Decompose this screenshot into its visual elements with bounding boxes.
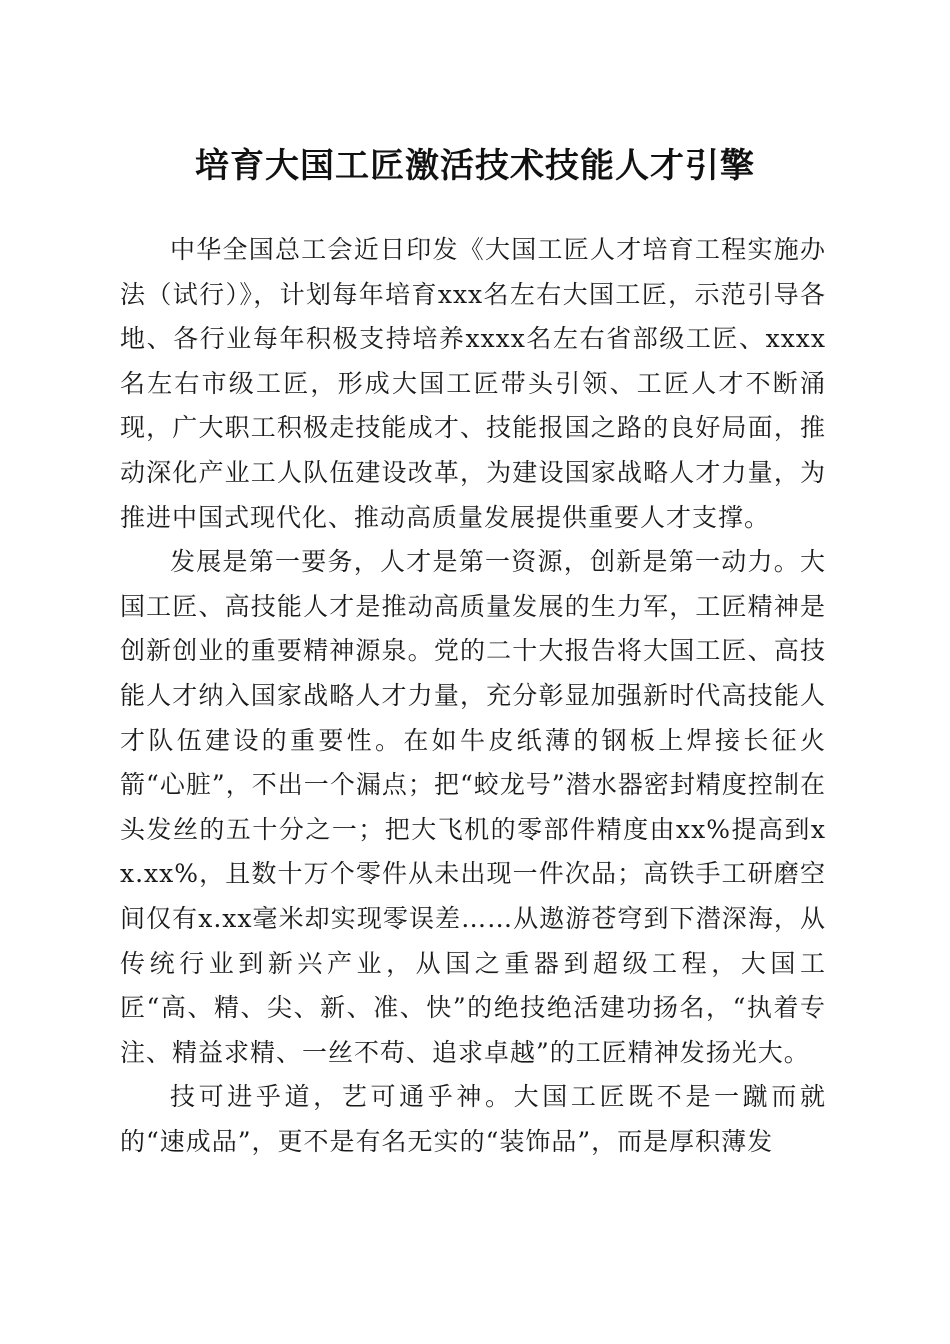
document-title: 培育大国工匠激活技术技能人才引擎: [195, 146, 755, 186]
paragraph-2: 发展是第一要务，人才是第一资源，创新是第一动力。大国工匠、高技能人才是推动高质量发展的生力军，工匠精神是创新创业的重要精神源泉。党的二十大报告将大国工匠、高技能人才纳入国家战略人才力量，充分彰显加强新时代高技能人才队伍建设的重要性。在如牛皮纸薄的钢板上焊接长征火箭“心脏”，不出一个漏点；把“蛟龙号”潜水器密封精度控制在头发丝的五十分之一；把大飞机的零部件精度由xx%提高到xx.xx%，且数十万个零件从未出现一件次品；高铁手工研磨空间仅有x.xx毫米却实现零误差……从遨游苍穹到下潜深海，从传统行业到新兴产业，从国之重器到超级工程，大国工匠“高、精、尖、新、准、快”的绝技绝活建功扬名，“执着专注、精益求精、一丝不苟、追求卓越”的工匠精神发扬光大。: [120, 547, 826, 1067]
document-body: [120, 228, 826, 1164]
paragraph-3: 技可进乎道，艺可通乎神。大国工匠既不是一蹴而就的“速成品”，更不是有名无实的“装饰品”，而是厚积薄发: [120, 1082, 826, 1156]
paragraph-1: 中华全国总工会近日印发《大国工匠人才培育工程实施办法（试行）》，计划每年培育xxx名左右大国工匠，示范引导各地、各行业每年积极支持培养xxxx名左右省部级工匠、xxxx名左右市级工匠，形成大国工匠带头引领、工匠人才不断涌现，广大职工积极走技能成才、技能报国之路的良好局面，推动深化产业工人队伍建设改革，为建设国家战略人才力量，为推进中国式现代化、推动高质量发展提供重要人才支撑。: [120, 235, 826, 532]
